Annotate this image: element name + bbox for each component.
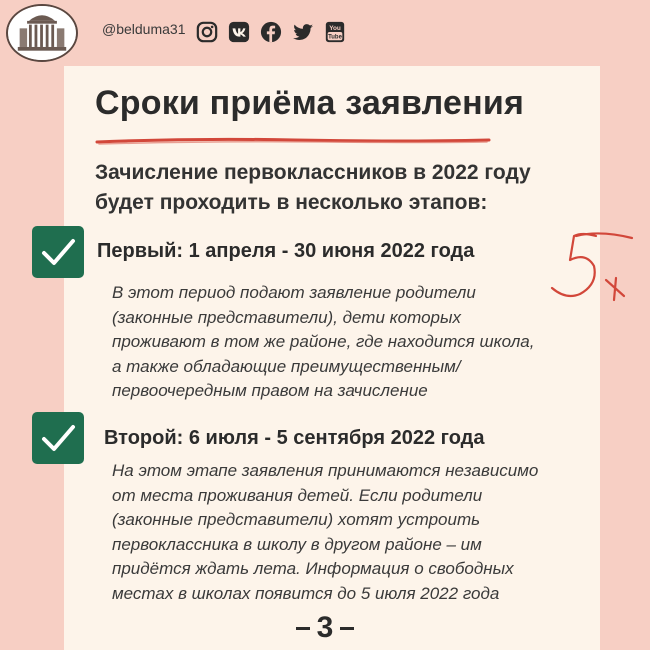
title-underline (95, 134, 491, 148)
description-line: местах в школах появится до 5 июля 2022 года (112, 583, 500, 603)
instagram-icon[interactable] (196, 21, 218, 43)
page-number: 3 (316, 611, 334, 644)
grade-five-plus-mark (540, 222, 640, 312)
page-title: Сроки приёма заявления (95, 84, 525, 122)
svg-text:Tube: Tube (328, 34, 342, 41)
subtitle (95, 158, 595, 218)
description-line: первоклассника в школу в другом районе – им (112, 534, 482, 554)
svg-text:You: You (329, 25, 341, 33)
description-line: проживают в том же районе, где находится школа, (112, 332, 535, 351)
vk-icon[interactable] (228, 21, 250, 43)
account-handle[interactable]: @belduma31 (102, 21, 186, 37)
building-icon (8, 6, 76, 60)
stage-2-title: Второй: 6 июля - 5 сентября 2022 года (104, 427, 485, 449)
description-line: (законные представители) хотят устроить (112, 510, 481, 529)
subtitle-line: Зачисление первоклассников в 2022 году (95, 161, 531, 184)
description-line: придётся ждать лета. Информация о свободных (112, 559, 514, 578)
description-line: (законные представители), дети которых (112, 307, 461, 327)
facebook-icon[interactable] (260, 21, 282, 43)
checkmark-icon (32, 226, 84, 278)
description-line: На этом этапе заявления принимаются независимо (112, 461, 539, 480)
stage-1-description (112, 281, 534, 404)
page-number-dash-right (340, 627, 354, 630)
social-links (196, 20, 346, 44)
stage-1-title: Первый: 1 апреля - 30 июня 2022 года (97, 240, 475, 262)
description-line: от места проживания детей. Если родители (112, 485, 483, 505)
subtitle-line: будет проходить в несколько этапов: (95, 191, 488, 214)
description-line: а также обладающие преимущественным/ (112, 356, 461, 376)
duma-logo[interactable] (6, 4, 78, 62)
twitter-icon[interactable] (292, 21, 314, 43)
checkmark-icon (32, 412, 84, 464)
youtube-icon[interactable] (324, 21, 346, 43)
description-line: В этот период подают заявление родители (112, 283, 476, 302)
header (0, 0, 650, 66)
stage-2-description (112, 459, 538, 606)
description-line: первоочередным правом на зачисление (112, 381, 428, 400)
